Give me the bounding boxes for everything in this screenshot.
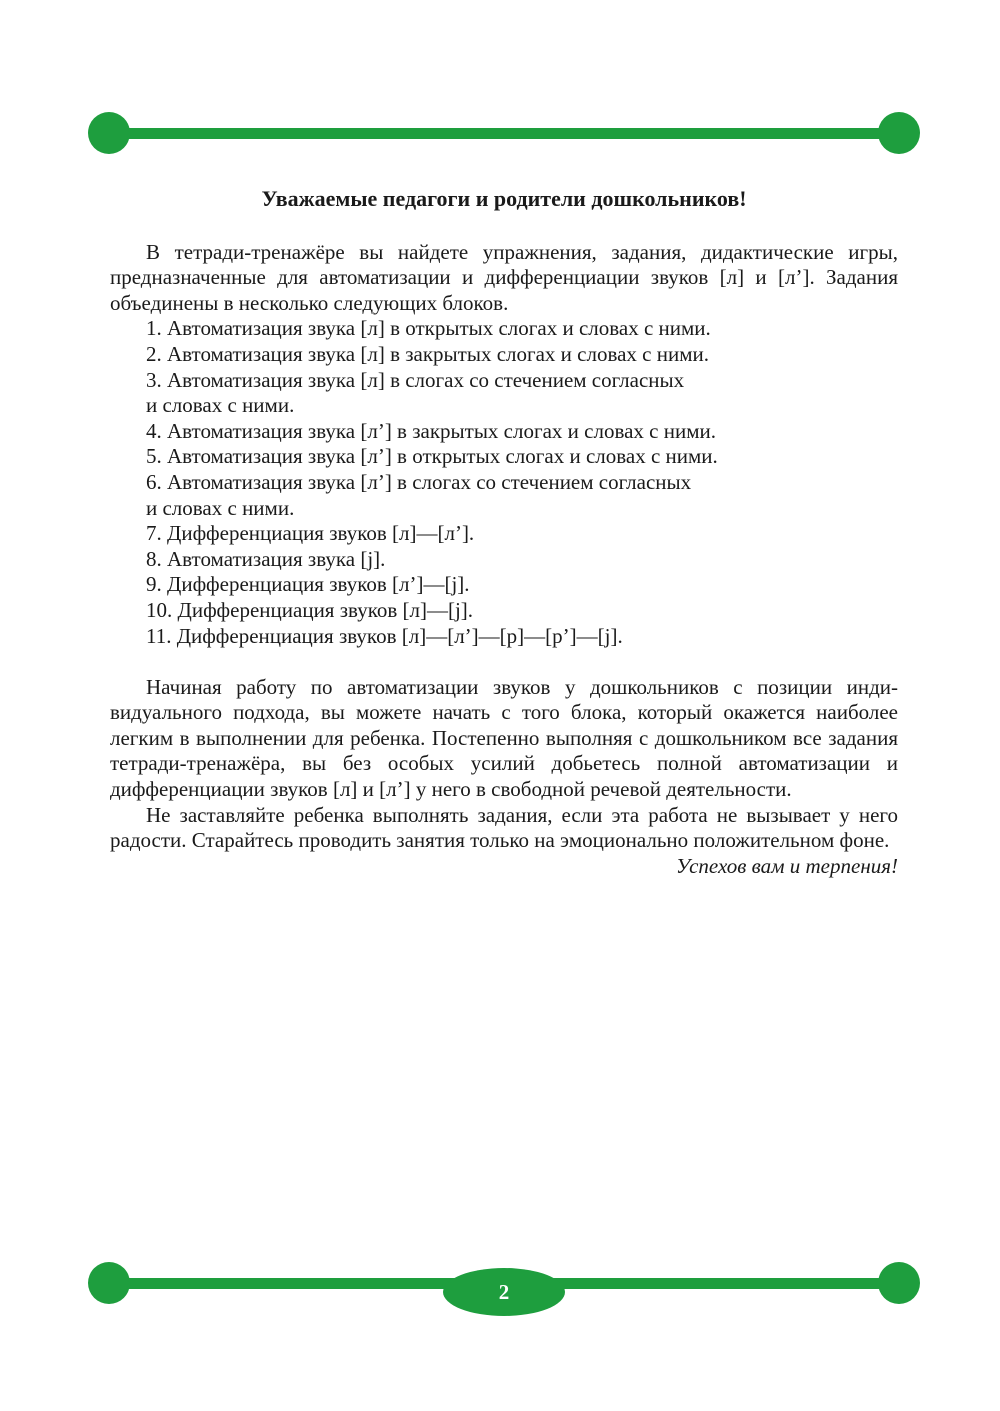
list-item: 7. Дифференциация звуков [л]—[л’]. [146,521,475,546]
list-item: 11. Дифференциация звуков [л]—[л’]—[р]—[р’]—[j]. [146,623,623,648]
section-spacer [110,649,898,675]
list-item: 3. Автоматизация звука [л] в слогах со стечением согласных [146,367,685,392]
list-item: 5. Автоматизация звука [л’] в открытых слогах и словах с ними. [146,444,718,469]
list-item: и словах с ними. [146,495,295,520]
list-item: 6. Автоматизация звука [л’] в слогах со стечением согласных [146,469,692,494]
page-title: Уважаемые педагоги и родители дошкольников! [261,186,747,211]
closing-wish: Успехов вам и терпения! [675,853,898,878]
rule-bar [108,128,900,139]
list-item: 1. Автоматизация звука [л] в открытых слогах и словах с ними. [146,316,711,341]
list-item: 2. Автоматизация звука [л] в закрытых слогах и словах с ними. [146,341,710,366]
rule-end-dot-left [88,1262,130,1304]
blocks-list [110,316,898,649]
list-item: 9. Дифференциация звуков [л’]—[j]. [146,572,470,597]
body-paragraph-advice: Не заставляйте ребенка выполнять задания, если эта работа не вызывает у него радости. Старайтесь проводить занятия только на эмоционально положительном фоне. [110,802,898,853]
top-decorative-rule [88,112,920,156]
page-number: 2 [443,1268,565,1316]
rule-end-dot-right [878,112,920,154]
body-paragraph-approach: Начиная работу по автоматизации звуков у дошкольников с позиции индивидуального подхода, вы можете начать с того блока, который окажется наиболее легким в выполнении для ребенка. Постепенно выполняя с дошкольником все задания тетради-тренажёра, вы без особых усилий добьетесь полной автоматизации и дифференциации звуков [л] и [л’] у него в свободной речевой деятельности. [110,674,898,802]
bottom-decorative-rule [88,1262,920,1306]
list-item: 4. Автоматизация звука [л’] в закрытых слогах и словах с ними. [146,418,716,443]
page-content [110,186,898,879]
intro-paragraph: В тетради-тренажёре вы найдете упражнения, задания, дидактические игры, предназначенные для автоматизации и дифференциации звуков [л] и [л’]. Задания объединены в несколько следующих блоков. [110,239,898,315]
rule-end-dot-right [878,1262,920,1304]
rule-end-dot-left [88,112,130,154]
list-item: и словах с ними. [146,393,295,418]
list-item: 10. Дифференциация звуков [л]—[j]. [146,597,474,622]
list-item: 8. Автоматизация звука [j]. [146,546,386,571]
